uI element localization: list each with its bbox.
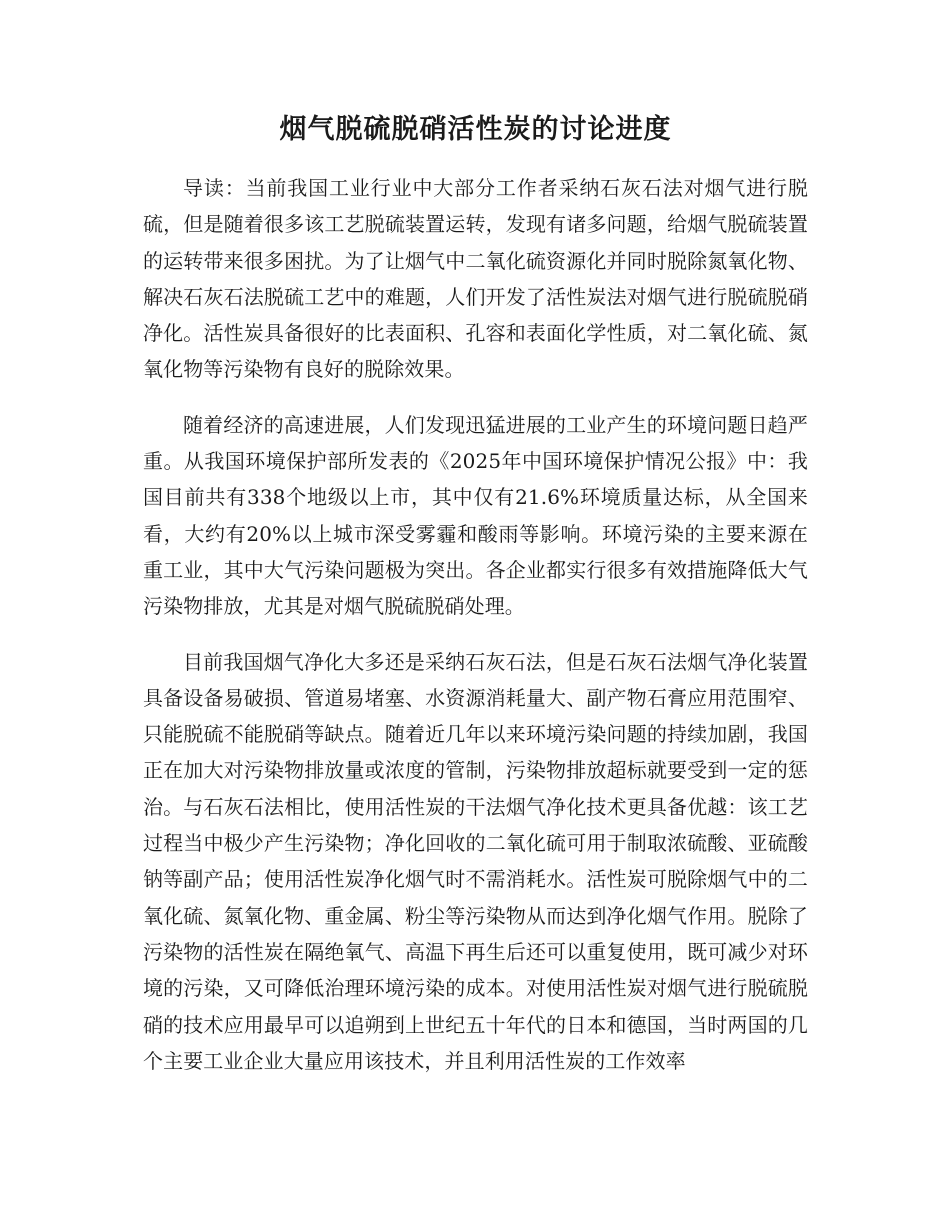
- paragraph-comparison: 目前我国烟气净化大多还是采纳石灰石法，但是石灰石法烟气净化装置具备设备易破损、管道易堵塞、水资源消耗量大、副产物石膏应用范围窄、只能脱硫不能脱硝等缺点。随着近几年以来环境污染问题的持续加剧，我国正在加大对污染物排放量或浓度的管制，污染物排放超标就要受到一定的惩治。与石灰石法相比，使用活性炭的干法烟气净化技术更具备优越：该工艺过程当中极少产生污染物；净化回收的二氧化硫可用于制取浓硫酸、亚硫酸钠等副产品；使用活性炭净化烟气时不需消耗水。活性炭可脱除烟气中的二氧化硫、氮氧化物、重金属、粉尘等污染物从而达到净化烟气作用。脱除了污染物的活性炭在隔绝氧气、高温下再生后还可以重复使用，既可减少对环境的污染，又可降低治理环境污染的成本。对使用活性炭对烟气进行脱硫脱硝的技术应用最早可以追朔到上世纪五十年代的日本和德国，当时两国的几个主要工业企业大量应用该技术，并且利用活性炭的工作效率: [143, 649, 808, 1073]
- paragraph-intro: 导读：当前我国工业行业中大部分工作者采纳石灰石法对烟气进行脱硫，但是随着很多该工艺脱硫装置运转，发现有诸多问题，给烟气脱硫装置的运转带来很多困扰。为了让烟气中二氧化硫资源化并同时脱除氮氧化物、解决石灰石法脱硫工艺中的难题，人们开发了活性炭法对烟气进行脱硫脱硝净化。活性炭具备很好的比表面积、孔容和表面化学性质，对二氧化硫、氮氧化物等污染物有良好的脱除效果。: [143, 176, 808, 382]
- document-page: [143, 108, 808, 1098]
- paragraph-background: 随着经济的高速进展，人们发现迅猛进展的工业产生的环境问题日趋严重。从我国环境保护部所发表的《2025年中国环境保护情况公报》中：我国目前共有338个地级以上市，其中仅有21.6%环境质量达标，从全国来看，大约有20%以上城市深受雾霾和酸雨等影响。环境污染的主要来源在重工业，其中大气污染问题极为突出。各企业都实行很多有效措施降低大气污染物排放，尤其是对烟气脱硫脱硝处理。: [143, 412, 808, 619]
- document-title: 烟气脱硫脱硝活性炭的讨论进度: [279, 114, 672, 145]
